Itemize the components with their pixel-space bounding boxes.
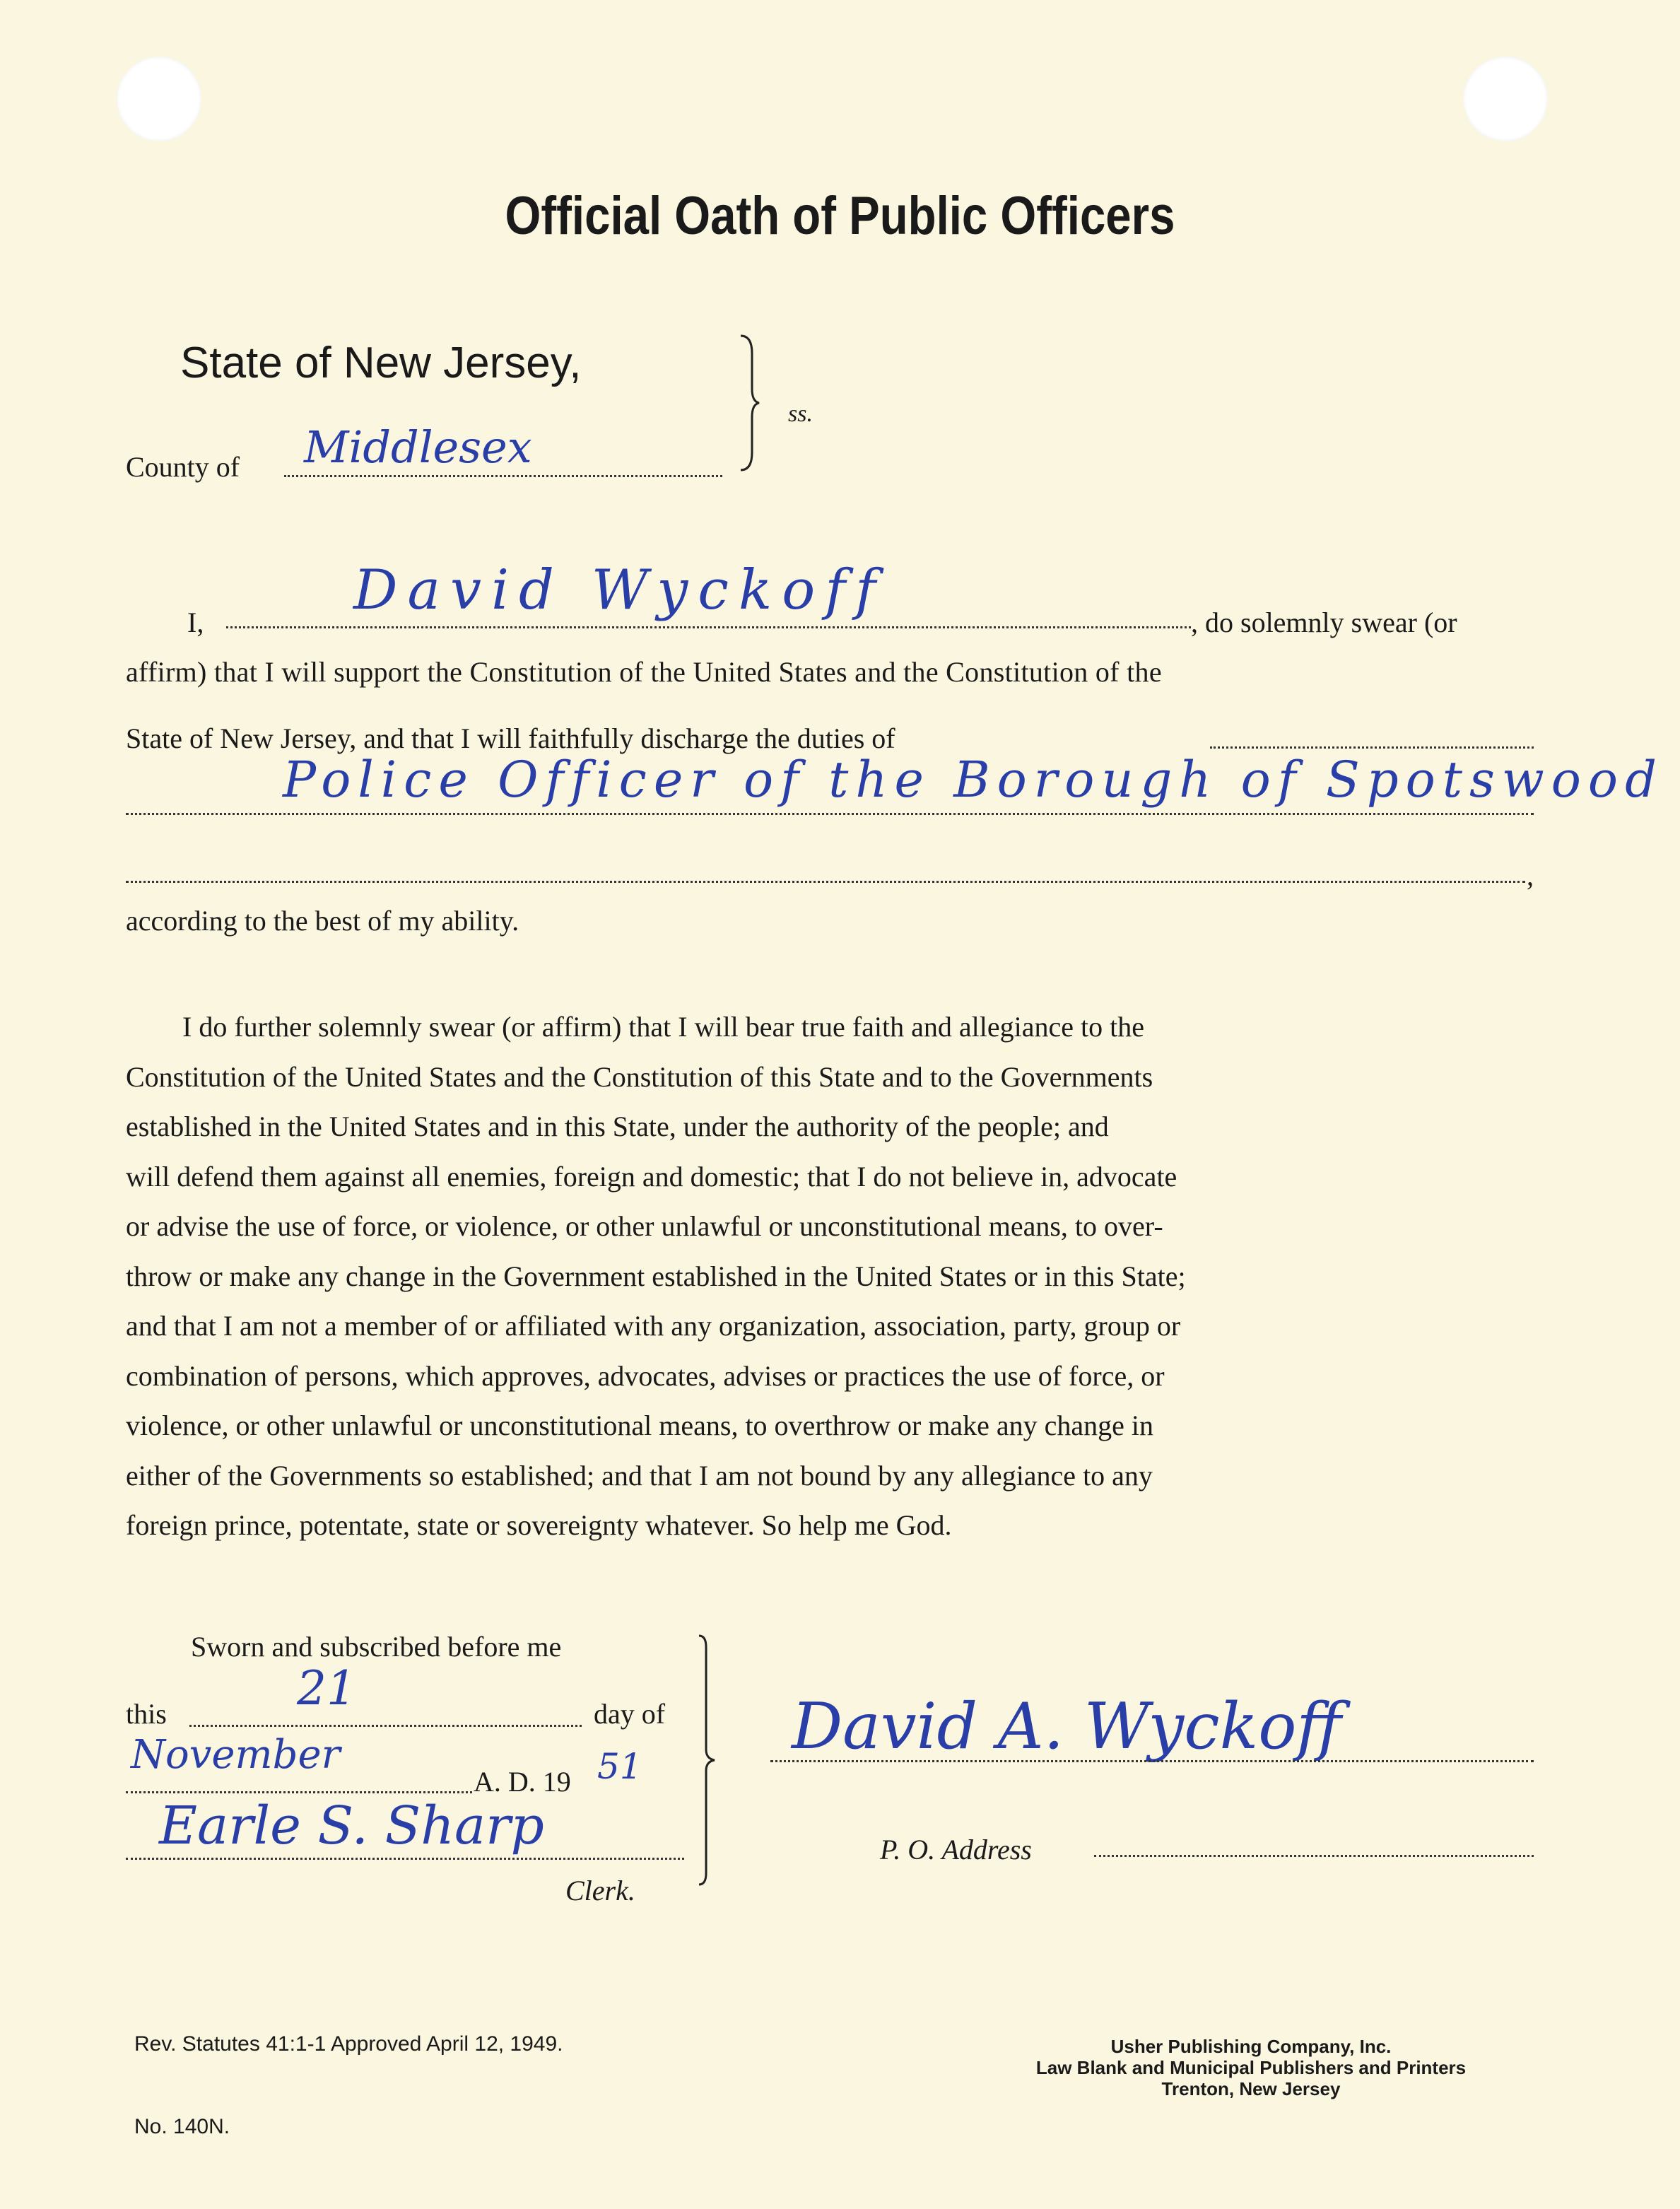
day-handwritten: 21 [297, 1661, 356, 1716]
publisher-description: Law Blank and Municipal Publishers and Printers [1035, 2057, 1467, 2078]
duties-end-comma: , [1527, 860, 1534, 891]
signature-line [770, 1760, 1534, 1762]
officer-signature: David A. Wyckoff [792, 1689, 1342, 1764]
ability-line: according to the best of my ability. [126, 905, 519, 937]
allegiance-paragraph [126, 1002, 1532, 1551]
clerk-signature: Earle S. Sharp [159, 1795, 544, 1856]
sworn-label: Sworn and subscribed before me [191, 1631, 562, 1663]
allegiance-line-6: throw or make any change in the Government established in the United States or in this State; [126, 1260, 1186, 1292]
allegiance-line-1: I do further solemnly swear (or affirm) that I will bear true faith and allegiance to the [182, 1011, 1144, 1043]
clerk-label: Clerk. [565, 1875, 635, 1906]
duties-field-line-1 [1210, 746, 1534, 749]
ad-label: A. D. 19 [474, 1766, 571, 1798]
allegiance-line-8: combination of persons, which approves, advocates, advises or practices the use of force, or [126, 1359, 1165, 1392]
this-label: this [126, 1698, 167, 1730]
county-field-line [284, 475, 722, 477]
allegiance-line-2: Constitution of the United States and the Constitution of this State and to the Governments [126, 1060, 1153, 1093]
allegiance-line-11: foreign prince, potentate, state or sovereignty whatever. So help me God. [126, 1509, 952, 1541]
allegiance-line-10: either of the Governments so established; and that I am not bound by any allegiance to any [126, 1459, 1153, 1492]
month-field-line [126, 1791, 472, 1793]
clerk-field-line [126, 1858, 684, 1860]
form-title: Official Oath of Public Officers [505, 186, 1175, 246]
allegiance-line-5: or advise the use of force, or violence, or other unlawful or unconstitutional means, to over- [126, 1210, 1163, 1242]
county-label: County of [126, 451, 240, 483]
i-label: I, [187, 607, 204, 638]
oath-line-3: State of New Jersey, and that I will faithfully discharge the duties of [126, 722, 895, 754]
allegiance-line-9: violence, or other unlawful or unconstitutional means, to overthrow or make any change in [126, 1410, 1154, 1441]
po-address-label: P. O. Address [880, 1834, 1032, 1865]
year-handwritten: 51 [597, 1746, 642, 1787]
publisher-location: Trenton, New Jersey [1161, 2078, 1341, 2099]
name-field-line [226, 626, 1191, 628]
duties-handwritten: Police Officer of the Borough of Spotswood [283, 751, 1664, 809]
duties-field-line-3 [126, 881, 1525, 883]
allegiance-line-4: will defend them against all enemies, foreign and domestic; that I do not believe in, advocate [126, 1160, 1177, 1193]
allegiance-line-7: and that I am not a member of or affiliated with any organization, association, party, group or [126, 1310, 1181, 1342]
duties-field-line-2 [126, 813, 1534, 815]
ss-label: ss. [788, 401, 813, 427]
publisher-block [933, 2036, 1569, 2099]
allegiance-line-3: established in the United States and in this State, under the authority of the people; and [126, 1111, 1109, 1142]
county-handwritten: Middlesex [304, 421, 532, 473]
oath-line-2: affirm) that I will support the Constitution of the United States and the Constitution of the [126, 656, 1162, 688]
publisher-name: Usher Publishing Company, Inc. [1110, 2036, 1392, 2057]
po-address-field-line [1094, 1855, 1534, 1857]
month-handwritten: November [131, 1732, 341, 1778]
day-field-line [189, 1725, 582, 1727]
jurat-bracket [696, 1633, 724, 1887]
form-number: No. 140N. [134, 2115, 230, 2138]
statutes-line: Rev. Statutes 41:1-1 Approved April 12, 1949. [134, 2032, 563, 2056]
punch-hole-right [1463, 57, 1548, 141]
ss-brace [735, 332, 756, 474]
punch-hole-left [117, 57, 201, 141]
state-label: State of New Jersey, [180, 339, 582, 387]
swear-tail: , do solemnly swear (or [1191, 607, 1457, 638]
day-of-label: day of [594, 1698, 666, 1730]
officer-name-handwritten: David Wyckoff [353, 558, 886, 622]
